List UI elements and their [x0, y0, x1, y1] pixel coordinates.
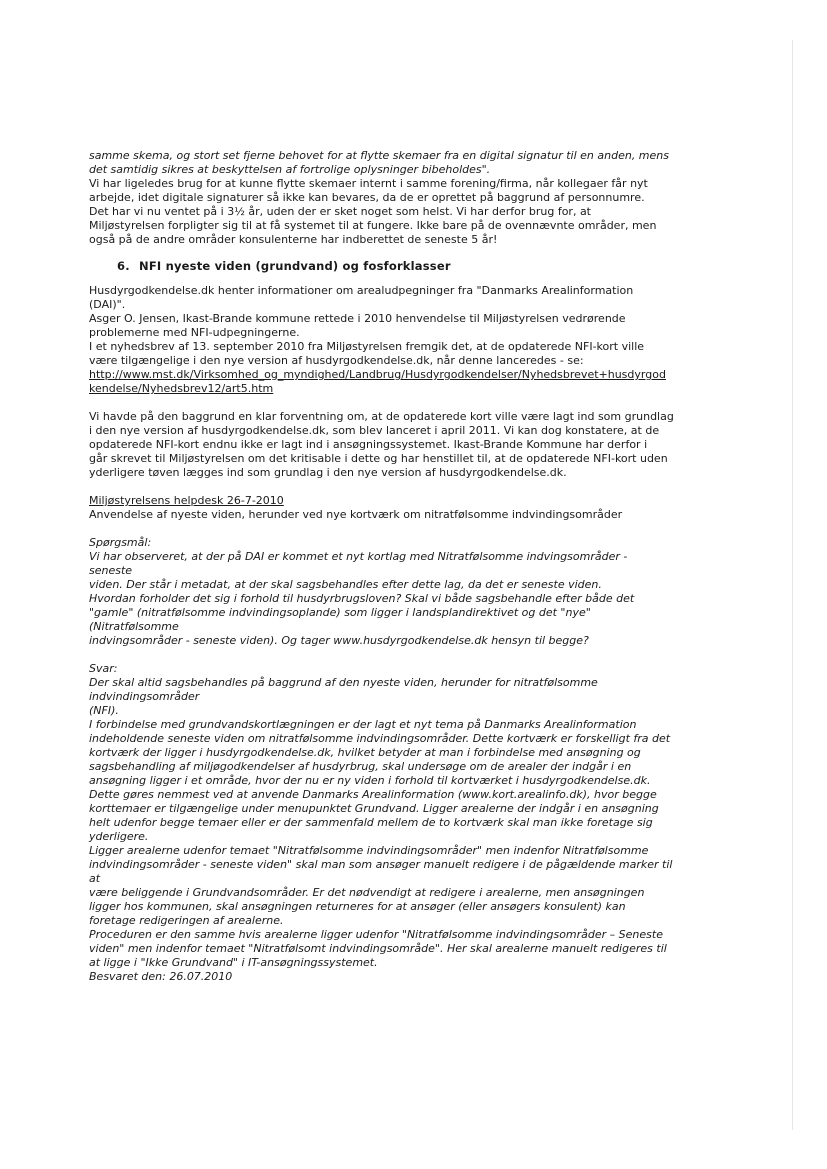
text-line: Vi havde på den baggrund en klar forventning om, at de opdaterede kort ville være lagt ind som grundlag	[89, 410, 674, 423]
text-line: "gamle" (nitratfølsomme indvindingsoplande) som ligger i landsplandirektivet og det "nye"	[89, 606, 591, 619]
text-line: også på de andre områder konsulenterne har indberettet de seneste 5 år!	[89, 233, 498, 246]
text-line: yderligere tøven lægges ind som grundlag i den nye version af husdyrgodkendelse.dk.	[89, 466, 567, 479]
text-line: Vi har ligeledes brug for at kunne flytte skemaer internt i samme forening/firma, når kollegaer får nyt	[89, 177, 648, 190]
text-line: seneste	[89, 564, 133, 577]
text-line: at	[89, 872, 101, 885]
section-number: 6.	[117, 259, 130, 273]
text-line: være tilgængelige i den nye version af husdyrgodkendelse.dk, når denne lanceredes - se:	[89, 354, 584, 367]
text-line: arbejde, idet digitale signaturer så ikke kan bevares, da de er oprettet på baggrund af personnumre.	[89, 191, 645, 204]
text-line: Husdyrgodkendelse.dk henter informationer om arealudpegninger fra "Danmarks Arealinformation	[89, 284, 634, 297]
question-label: Spørgsmål:	[89, 536, 152, 549]
helpdesk-subheading: Anvendelse af nyeste viden, herunder ved nye kortværk om nitratfølsomme indvindingsområder	[89, 508, 623, 521]
text-line: i den nye version af husdyrgodkendelse.dk, som blev lanceret i april 2011. Vi kan dog konstatere, at de	[89, 424, 660, 437]
text-line: I forbindelse med grundvandskortlægningen er der lagt et nyt tema på Danmarks Arealinformation	[89, 718, 637, 731]
newsletter-link[interactable]: http://www.mst.dk/Virksomhed_og_myndighed/Landbrug/Husdyrgodkendelser/Nyhedsbrevet+husdyrgod	[89, 368, 666, 381]
text-line: foretage redigeringen af arealerne.	[89, 914, 284, 927]
document-body	[89, 149, 729, 984]
page-edge-line	[792, 40, 793, 1130]
text-line: (NFI).	[89, 704, 119, 717]
text-line: Dette gøres nemmest ved at anvende Danmarks Arealinformation (www.kort.arealinfo.dk), hvor begge	[89, 788, 657, 801]
paragraph-expectation	[89, 410, 729, 480]
question-block	[89, 536, 729, 648]
text-line: at ligge i "Ikke Grundvand" i IT-ansøgningssystemet.	[89, 956, 378, 969]
answer-label: Svar:	[89, 662, 118, 675]
text-line: (Nitratfølsomme	[89, 620, 179, 633]
text-line: ansøgning ligger i et område, hvor der nu er ny viden i forhold til kortværket i husdyrgodkendelse.dk.	[89, 774, 651, 787]
text-line: (DAI)".	[89, 298, 126, 311]
text-line: indvingsområder - seneste viden). Og tager www.husdyrgodkendelse.dk hensyn til begge?	[89, 634, 589, 647]
text-line: helt udenfor begge temaer eller er der sammenfald mellem de to kortværk skal man ikke foretage sig	[89, 816, 653, 829]
text-line: Asger O. Jensen, Ikast-Brande kommune rettede i 2010 henvendelse til Miljøstyrelsen vedrørende	[89, 312, 626, 325]
text-line: Det har vi nu ventet på i 3½ år, uden der er sket noget som helst. Vi har derfor brug for, at	[89, 205, 591, 218]
text-line: ligger hos kommunen, skal ansøgningen returneres for at ansøger (eller ansøgers konsulent) kan	[89, 900, 626, 913]
text-line: Miljøstyrelsen forpligter sig til at få systemet til at fungere. Ikke bare på de ovennævnte områder, men	[89, 219, 657, 232]
text-line: kortværk der ligger i husdyrgodkendelse.dk, hvilket betyder at man i forbindelse med ansøgning og	[89, 746, 641, 759]
answered-date: Besvaret den: 26.07.2010	[89, 970, 233, 983]
text-line: viden" men indenfor temaet "Nitratfølsomt indvindingsområde". Her skal arealerne manuelt redigeres til	[89, 942, 667, 955]
paragraph-dai	[89, 284, 729, 396]
quoted-text-block	[89, 149, 729, 177]
text-line: Vi har observeret, at der på DAI er kommet et nyt kortlag med Nitratfølsomme indvingsområder -	[89, 550, 628, 563]
text-line: indeholdende seneste viden om nitratfølsomme indvindingsområder. Dette kortværk er forskelligt fra det	[89, 732, 671, 745]
text-line: problemerne med NFI-udpegningerne.	[89, 326, 300, 339]
section-title: NFI nyeste viden (grundvand) og fosforklasser	[139, 259, 451, 273]
newsletter-link-cont[interactable]: kendelse/Nyhedsbrev12/art5.htm	[89, 382, 274, 395]
text-line: I et nyhedsbrev af 13. september 2010 fra Miljøstyrelsen fremgik det, at de opdaterede NFI-kort ville	[89, 340, 645, 353]
text-line: yderligere.	[89, 830, 149, 843]
text-line: indvindingsområder - seneste viden" skal man som ansøger manuelt redigere i de pågældende marker til	[89, 858, 673, 871]
answer-block	[89, 662, 729, 984]
text-line: sagsbehandling af miljøgodkendelser af husdyrbrug, skal undersøge om de arealer der indgår i en	[89, 760, 632, 773]
text-line: går skrevet til Miljøstyrelsen om det kritisable i dette og har henstillet til, at de opdaterede NFI-kort uden	[89, 452, 668, 465]
text-line: det samtidig sikres at beskyttelsen af fortrolige oplysninger bibeholdes".	[89, 163, 491, 176]
text-line: Hvordan forholder det sig i forhold til husdyrbrugsloven? Skal vi både sagsbehandle efter både det	[89, 592, 635, 605]
text-line: Ligger arealerne udenfor temaet "Nitratfølsomme indvindingsområder" men indenfor Nitratfølsomme	[89, 844, 649, 857]
text-line: opdaterede NFI-kort endnu ikke er lagt ind i ansøgningssystemet. Ikast-Brande Kommune har derfor i	[89, 438, 648, 451]
text-line: Der skal altid sagsbehandles på baggrund af den nyeste viden, herunder for nitratfølsomme	[89, 676, 598, 689]
text-line: indvindingsområder	[89, 690, 200, 703]
text-line: viden. Der står i metadat, at der skal sagsbehandles efter dette lag, da det er seneste viden.	[89, 578, 602, 591]
text-line: være beliggende i Grundvandsområder. Er det nødvendigt at redigere i arealerne, men ansøgningen	[89, 886, 645, 899]
intro-paragraph	[89, 177, 729, 247]
helpdesk-heading: Miljøstyrelsens helpdesk 26-7-2010	[89, 494, 284, 507]
text-line: korttemaer er tilgængelige under menupunktet Grundvand. Ligger arealerne der indgår i en ansøgning	[89, 802, 659, 815]
text-line: samme skema, og stort set fjerne behovet for at flytte skemaer fra en digital signatur til en anden, mens	[89, 149, 669, 162]
section-heading	[89, 259, 729, 273]
text-line: Proceduren er den samme hvis arealerne ligger udenfor "Nitratfølsomme indvindingsområder – Seneste	[89, 928, 663, 941]
